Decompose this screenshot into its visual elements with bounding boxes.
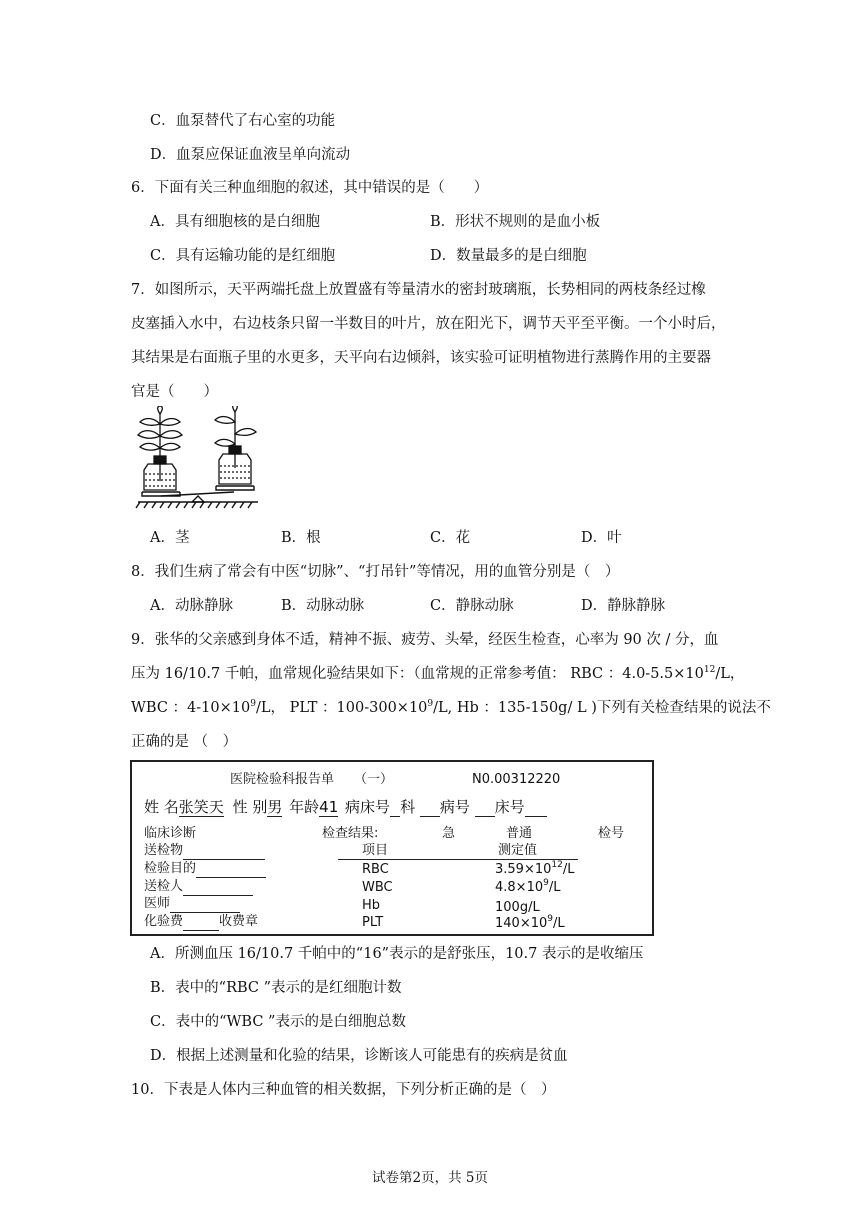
report-checkno-label: 检号: [598, 826, 625, 841]
q8-option-a: A．动脉静脉: [150, 598, 233, 614]
q5-option-d: D．血泵应保证血液呈单向流动: [150, 147, 351, 163]
report-title: 医院检验科报告单: [230, 772, 335, 787]
report-number: N0.00312220: [472, 772, 561, 787]
report-patient-line: 姓 名张笑天 性 别男 年龄41 病床号 科 病号 床号: [144, 798, 547, 817]
report-part: （一）: [354, 772, 394, 787]
report-diag-label: 临床诊断: [144, 826, 197, 841]
page-footer: 试卷第2页，共 5页: [372, 1170, 488, 1186]
q6-option-d: D．数量最多的是白细胞: [430, 248, 587, 264]
report-sample-label: 送检物: [144, 843, 265, 860]
q8-stem: 8．我们生病了常会有中医“切脉”、“打吊针”等情况，用的血管分别是（ ）: [131, 564, 620, 580]
report-row-wbc-item: WBC: [362, 880, 393, 895]
q7-stem-line2: 皮塞插入水中，右边枝条只留一半数目的叶片，放在阳光下，调节天平至平衡。一个小时后，: [131, 316, 726, 332]
balance-experiment-figure: [134, 406, 274, 512]
q8-option-b: B．动脉动脉: [281, 598, 365, 614]
report-doctor-label: 医师: [144, 896, 240, 913]
q8-option-d: D．静脉静脉: [581, 598, 666, 614]
q8-option-c: C．静脉动脉: [430, 598, 514, 614]
q6-option-a: A．具有细胞核的是白细胞: [150, 214, 320, 230]
report-urgent-label: 急: [442, 826, 456, 841]
q9-option-a: A．所测血压 16/10.7 千帕中的“16”表示的是舒张压，10.7 表示的是收缩压: [150, 946, 644, 962]
report-row-rbc-value: $3.59\times 10^{12}/L$: [495, 860, 575, 877]
q6-stem: 6．下面有关三种血细胞的叙述，其中错误的是（ ）: [131, 180, 489, 196]
q5-option-c: C．血泵替代了右心室的功能: [150, 113, 336, 129]
report-fee-label: 化验费 收费章: [144, 914, 259, 929]
report-purpose-label: 检验目的: [144, 861, 266, 878]
report-row-wbc-value: $4.8\times 10^9/L$: [495, 878, 561, 895]
report-normal-label: 普通: [506, 826, 533, 841]
q7-option-a: A．茎: [150, 530, 190, 546]
q10-stem: 10．下表是人体内三种血管的相关数据，下列分析正确的是（ ）: [131, 1082, 556, 1098]
q9-stem-line2: 压为 16/10.7 千帕，血常规化验结果如下：（血常规的正常参考值： RBC ：$4.0-5.5\times 10^{12}/L$，: [131, 665, 745, 682]
lab-report: [130, 760, 654, 936]
q7-stem-line3: 其结果是右面瓶子里的水更多，天平向右边倾斜，该实验可证明植物进行蒸腾作用的主要器: [131, 350, 711, 366]
q7-stem-line4: 官是（ ）: [131, 384, 218, 400]
q9-option-c: C．表中的“WBC ”表示的是白细胞总数: [150, 1014, 406, 1030]
report-row-plt-item: PLT: [362, 915, 384, 930]
q9-stem-line4: 正确的是 （ ）: [131, 734, 238, 750]
q7-option-b: B．根: [281, 530, 321, 546]
report-row-hb-value: 100g/L: [495, 900, 540, 915]
report-result-label: 检查结果:: [322, 826, 379, 841]
q9-option-d: D．根据上述测量和化验的结果，诊断该人可能患有的疾病是贫血: [150, 1048, 568, 1064]
q7-stem-line1: 7．如图所示，天平两端托盘上放置盛有等量清水的密封玻璃瓶，长势相同的两枝条经过橡: [131, 282, 706, 298]
q7-option-c: C．花: [430, 530, 471, 546]
report-row-plt-value: $140\times 10^9/L$: [495, 914, 565, 931]
q9-stem-line3: WBC ：$4-10\times 10^9/L$， PLT ：$100-300\times 10^9/L$, Hb ：135-150g/ L )下列有关检查结果的说法不: [131, 699, 771, 716]
q7-option-d: D．叶: [581, 530, 622, 546]
q9-stem-line1: 9．张华的父亲感到身体不适，精神不振、疲劳、头晕，经医生检查，心率为 90 次 / 分，血: [131, 632, 719, 648]
q6-option-b: B．形状不规则的是血小板: [430, 214, 601, 230]
q9-option-b: B．表中的“RBC ”表示的是红细胞计数: [150, 980, 402, 996]
q6-option-c: C．具有运输功能的是红细胞: [150, 248, 336, 264]
report-row-rbc-item: RBC: [362, 862, 389, 877]
report-sender-label: 送检人: [144, 879, 253, 896]
report-row-hb-item: Hb: [362, 898, 381, 913]
report-header-row: 项目 测定值: [338, 843, 578, 860]
